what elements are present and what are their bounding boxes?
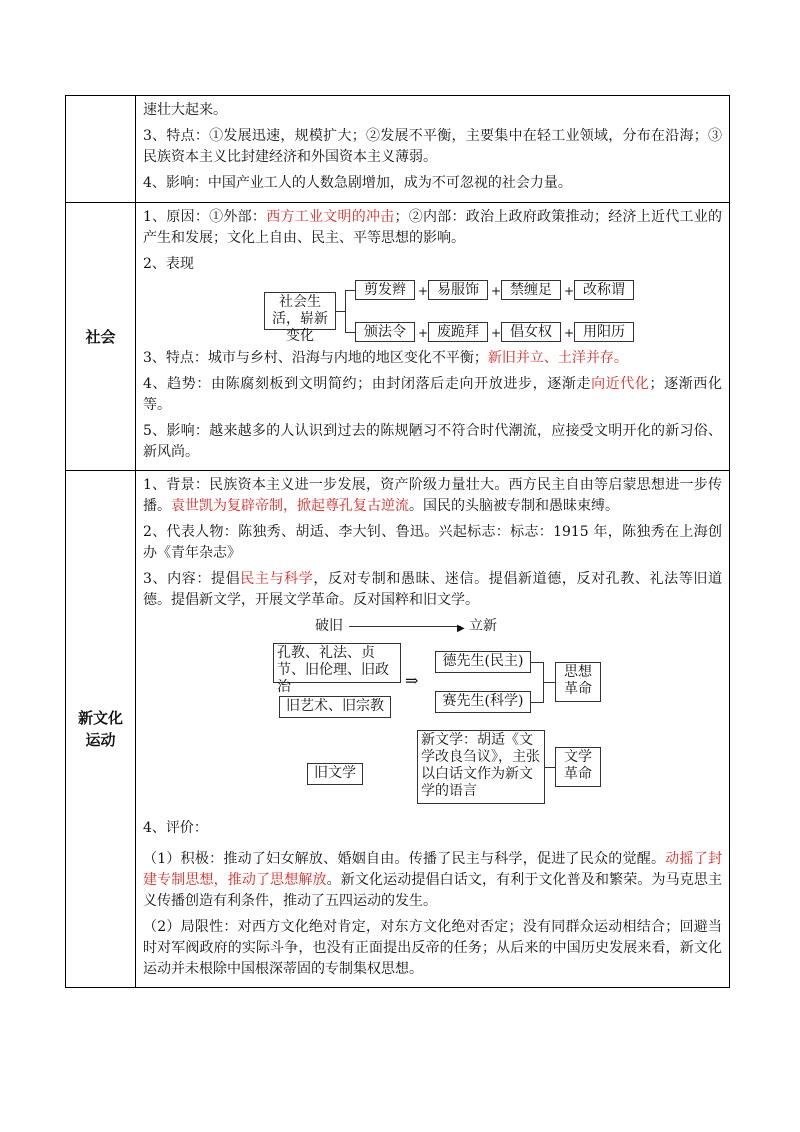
new-science-box: 赛先生(科学) xyxy=(435,691,531,713)
diagram-item-box: 废跪拜 xyxy=(428,322,488,342)
thought-revolution-box: 思想革命 xyxy=(555,662,601,702)
literary-revolution-box: 文学革命 xyxy=(555,747,601,787)
paragraph: 4、影响：中国产业工人的人数急剧增加，成为不可忽视的社会力量。 xyxy=(143,175,572,191)
paragraph: 1、原因：①外部：西方工业文明的冲击；②内部：政治上政府政策推动；经济上近代工业的产生和发展；文化上自由、民主、平等思想的影响。 xyxy=(143,209,723,246)
table-row-economy-continued xyxy=(66,96,730,203)
plus-sign: + xyxy=(564,284,575,298)
diagram-item-box: 倡女权 xyxy=(501,322,561,342)
paragraph: 3、特点：①发展迅速，规模扩大；②发展不平衡，主要集中在轻工业领域，分布在沿海；③民族资本主义比封建经济和外国资本主义薄弱。 xyxy=(143,128,722,165)
paragraph: 4、趋势：由陈腐刻板到文明简约；由封闭落后走向开放进步，逐渐走向近代化；逐渐西化等。 xyxy=(143,376,723,413)
diagram-item-box: 颁法令 xyxy=(355,322,415,342)
table-row-society xyxy=(66,203,730,471)
row-body xyxy=(136,96,730,203)
plus-sign: + xyxy=(491,326,502,340)
row-header-empty xyxy=(66,96,136,203)
row-header-society: 社会 xyxy=(66,203,136,471)
plus-sign: + xyxy=(418,326,429,340)
paragraph: （1）积极：推动了妇女解放、婚姻自由。传播了民主与科学，促进了民众的觉醒。动摇了封建专制思想，推动了思想解放。新文化运动提倡白话文，有利于文化普及和繁荣。为马克思主义传播创造有利条件，推动了五四运动的发生。 xyxy=(143,851,723,909)
paragraph: 速壮大起来。 xyxy=(143,102,227,118)
arrow-head-icon: ▶ xyxy=(457,623,465,634)
content-table xyxy=(65,95,730,988)
old-art-box: 旧艺术、旧宗教 xyxy=(279,696,391,718)
diagram-item-box: 禁缠足 xyxy=(501,280,561,300)
paragraph: 5、影响：越来越多的人认识到过去的陈规陋习不符合时代潮流，应接受文明开化的新习俗、新风尚。 xyxy=(143,423,722,460)
old-thought-box: 孔教、礼法、贞节、旧伦理、旧政治 xyxy=(273,643,401,683)
plus-sign: + xyxy=(418,284,429,298)
row-header-new-culture: 新文化 运动 xyxy=(66,471,136,988)
diagram-item-box: 用阳历 xyxy=(574,322,634,342)
new-culture-diagram xyxy=(143,616,722,804)
table-row-new-culture xyxy=(66,471,730,988)
diagram-main-box: 社会生活，崭新变化 xyxy=(264,292,336,330)
paragraph: 3、特点：城市与乡村、沿海与内地的地区变化不平衡；新旧并立、土洋并存。 xyxy=(143,350,628,366)
diagram-item-box: 易服饰 xyxy=(428,280,488,300)
diagram-item-box: 剪发辫 xyxy=(355,280,415,300)
paragraph: （2）局限性：对西方文化绝对肯定，对东方文化绝对否定；没有同群众运动相结合；回避当时对军阀政府的实际斗争，也没有正面提出反帝的任务；从后来的中国历史发展来看，新文化运动并未根除中国根深蒂固的专制集权思想。 xyxy=(143,919,722,977)
paragraph: 4、评价： xyxy=(143,820,208,836)
paragraph: 2、表现 xyxy=(143,256,194,272)
paragraph: 1、背景：民族资本主义进一步发展，资产阶级力量壮大。西方民主自由等启蒙思想进一步传播。袁世凯为复辟帝制，掀起尊孔复古逆流。国民的头脑被专制和愚昧束缚。 xyxy=(143,477,722,514)
plus-sign: + xyxy=(491,284,502,298)
society-change-diagram xyxy=(143,280,722,344)
double-arrow-icon: ⇒ xyxy=(405,671,419,690)
new-literature-box: 新文学：胡适《文学改良刍议》，主张以白话文作为新文学的语言 xyxy=(417,730,545,804)
break-old-label: 破旧 xyxy=(315,618,343,634)
row-body xyxy=(136,203,730,471)
establish-new-label: 立新 xyxy=(469,618,497,634)
paragraph: 2、代表人物：陈独秀、胡适、李大钊、鲁迅。兴起标志：标志：1915 年，陈独秀在上海创办《青年杂志》 xyxy=(143,524,722,561)
old-literature-box: 旧文学 xyxy=(307,763,363,785)
plus-sign: + xyxy=(564,326,575,340)
diagram-item-box: 改称谓 xyxy=(574,280,634,300)
new-democracy-box: 德先生(民主) xyxy=(435,651,531,673)
arrow-line xyxy=(349,626,461,627)
paragraph: 3、内容：提倡民主与科学，反对专制和愚昧、迷信。提倡新道德，反对孔教、礼法等旧道德。提倡新文学，开展文学革命。反对国粹和旧文学。 xyxy=(143,571,722,608)
row-body xyxy=(136,471,730,988)
